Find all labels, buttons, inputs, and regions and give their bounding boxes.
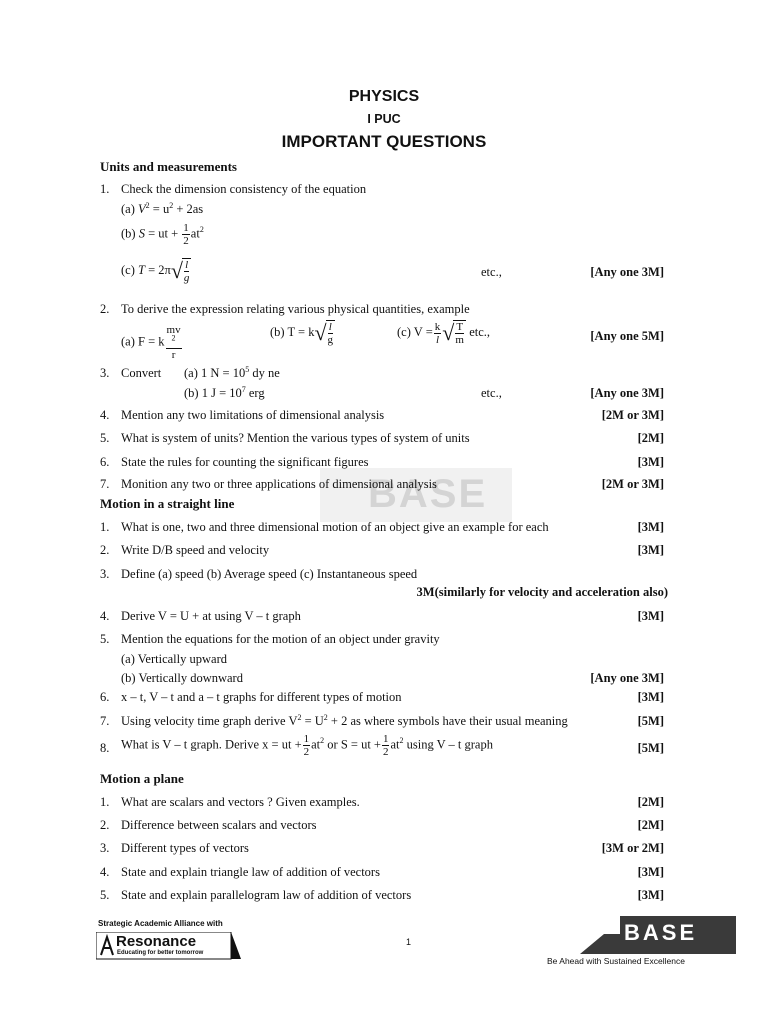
question-number: 1. [100, 795, 110, 809]
question-number: 1. [100, 520, 110, 534]
question-text: Using velocity time graph derive $V^2 = U^2 + 2$ as where symbols have their usual meaning [121, 712, 568, 728]
marks-badge: [Any one 3M] [590, 386, 664, 400]
question-number: 8. [100, 741, 110, 755]
sub-item: (a) Vertically upward [121, 652, 227, 666]
question-text: State and explain parallelogram law of addition of vectors [121, 888, 412, 902]
question-text: What is V – t graph. Derive x = ut + $\frac{1}{2}$ $at^2$ or S = ut + $\frac{1}{2}$ $at^2$ using V – t graph [121, 733, 493, 758]
question-text: Monition any two or three applications of dimensional analysis [121, 477, 437, 491]
equation-a: (a) F = k mv $^2$ r [121, 324, 181, 361]
question-number: 3. [100, 366, 110, 380]
marks-badge: [2M] [637, 818, 664, 832]
marks-badge: [Any one 3M] [590, 671, 664, 685]
question-text: Check the dimension consistency of the equation [121, 182, 367, 196]
section-title-plane: Motion a plane [100, 771, 184, 786]
question-text: Convert [121, 366, 162, 380]
marks-badge: [Any one 3M] [590, 265, 664, 279]
question-number: 3. [100, 567, 110, 581]
question-number: 2. [100, 543, 110, 557]
equation-a: (a) $V^2 = u^2 + 2as$ [121, 200, 204, 216]
marks-badge: [Any one 5M] [590, 329, 664, 343]
equation-c: (c) V = $\frac{k}{l}$ √ $\frac{T}{m}$ etc., [397, 320, 491, 346]
question-text: To derive the expression relating various physical quantities, example [121, 302, 470, 316]
question-text: Different types of vectors [121, 841, 249, 855]
equation-b: (b) T = k√ $\frac{l}{g}$ [270, 320, 334, 346]
question-number: 7. [100, 477, 110, 491]
question-number: 5. [100, 431, 110, 445]
document-class: I PUC [367, 112, 401, 126]
marks-badge: [3M] [637, 690, 664, 704]
resonance-wordmark: Resonance [116, 933, 197, 950]
marks-badge: [3M] [637, 543, 664, 557]
question-number: 5. [100, 888, 110, 902]
question-text: Derive V = U + at using V – t graph [121, 609, 301, 623]
marks-badge: [2M or 3M] [601, 477, 664, 491]
marks-badge: [5M] [637, 741, 664, 755]
question-number: 4. [100, 609, 110, 623]
question-text: Mention any two limitations of dimensional analysis [121, 408, 385, 422]
question-text: State and explain triangle law of addition of vectors [121, 865, 380, 879]
resonance-tagline: Educating for better tomorrow [117, 950, 204, 956]
question-number: 3. [100, 841, 110, 855]
question-text: What is one, two and three dimensional motion of an object give an example for each [121, 520, 549, 534]
marks-badge: [3M or 2M] [601, 841, 664, 855]
section-title-straight-line: Motion in a straight line [100, 496, 235, 511]
base-logo [580, 914, 736, 954]
etc-label: etc., [481, 386, 502, 400]
question-number: 4. [100, 865, 110, 879]
base-tagline: Be Ahead with Sustained Excellence [547, 956, 685, 966]
sub-item: (b) Vertically downward [121, 671, 243, 685]
question-number: 7. [100, 714, 110, 728]
marks-badge: [3M] [637, 609, 664, 623]
question-text: What are scalars and vectors ? Given examples. [121, 795, 360, 809]
question-number: 5. [100, 632, 110, 646]
question-number: 6. [100, 455, 110, 469]
marks-note: 3M(similarly for velocity and acceleration also) [416, 585, 668, 599]
question-number: 6. [100, 690, 110, 704]
question-number: 4. [100, 408, 110, 422]
marks-badge: [3M] [637, 455, 664, 469]
document-subject: PHYSICS [348, 88, 420, 105]
question-text: What is system of units? Mention the various types of system of units [121, 431, 470, 445]
question-number: 2. [100, 302, 110, 316]
equation-b: (b) S = ut + $\frac{1}{2}$ $at^2$ [121, 222, 204, 247]
watermark-logo: BASE [368, 472, 488, 516]
document-title: IMPORTANT QUESTIONS [281, 132, 487, 151]
marks-badge: [5M] [637, 714, 664, 728]
marks-badge: [3M] [637, 888, 664, 902]
marks-badge: [2M] [637, 795, 664, 809]
marks-badge: [3M] [637, 520, 664, 534]
equation-c: (c) T = 2π√ $\frac{l}{g}$ [121, 258, 190, 284]
question-text: Difference between scalars and vectors [121, 818, 317, 832]
marks-badge: [3M] [637, 865, 664, 879]
section-title-units: Units and measurements [100, 159, 237, 174]
marks-badge: [2M] [637, 431, 664, 445]
convert-a: (a) 1 $N = 10^5$ dy ne [184, 364, 280, 380]
marks-badge: [2M or 3M] [601, 408, 664, 422]
question-text: x – t, V – t and a – t graphs for different types of motion [121, 690, 402, 704]
question-text: State the rules for counting the significant figures [121, 455, 369, 469]
resonance-logo [96, 932, 241, 960]
question-text: Write D/B speed and velocity [121, 543, 270, 557]
convert-b: (b) 1 $J = 10^7$ erg [184, 384, 265, 400]
question-number: 2. [100, 818, 110, 832]
etc-label: etc., [481, 265, 502, 279]
alliance-label: Strategic Academic Alliance with [98, 919, 223, 928]
base-wordmark: BASE [624, 920, 698, 945]
question-number: 1. [100, 182, 110, 196]
question-text: Define (a) speed (b) Average speed (c) Instantaneous speed [121, 567, 418, 581]
question-text: Mention the equations for the motion of an object under gravity [121, 632, 440, 646]
page-number: 1 [406, 937, 412, 947]
